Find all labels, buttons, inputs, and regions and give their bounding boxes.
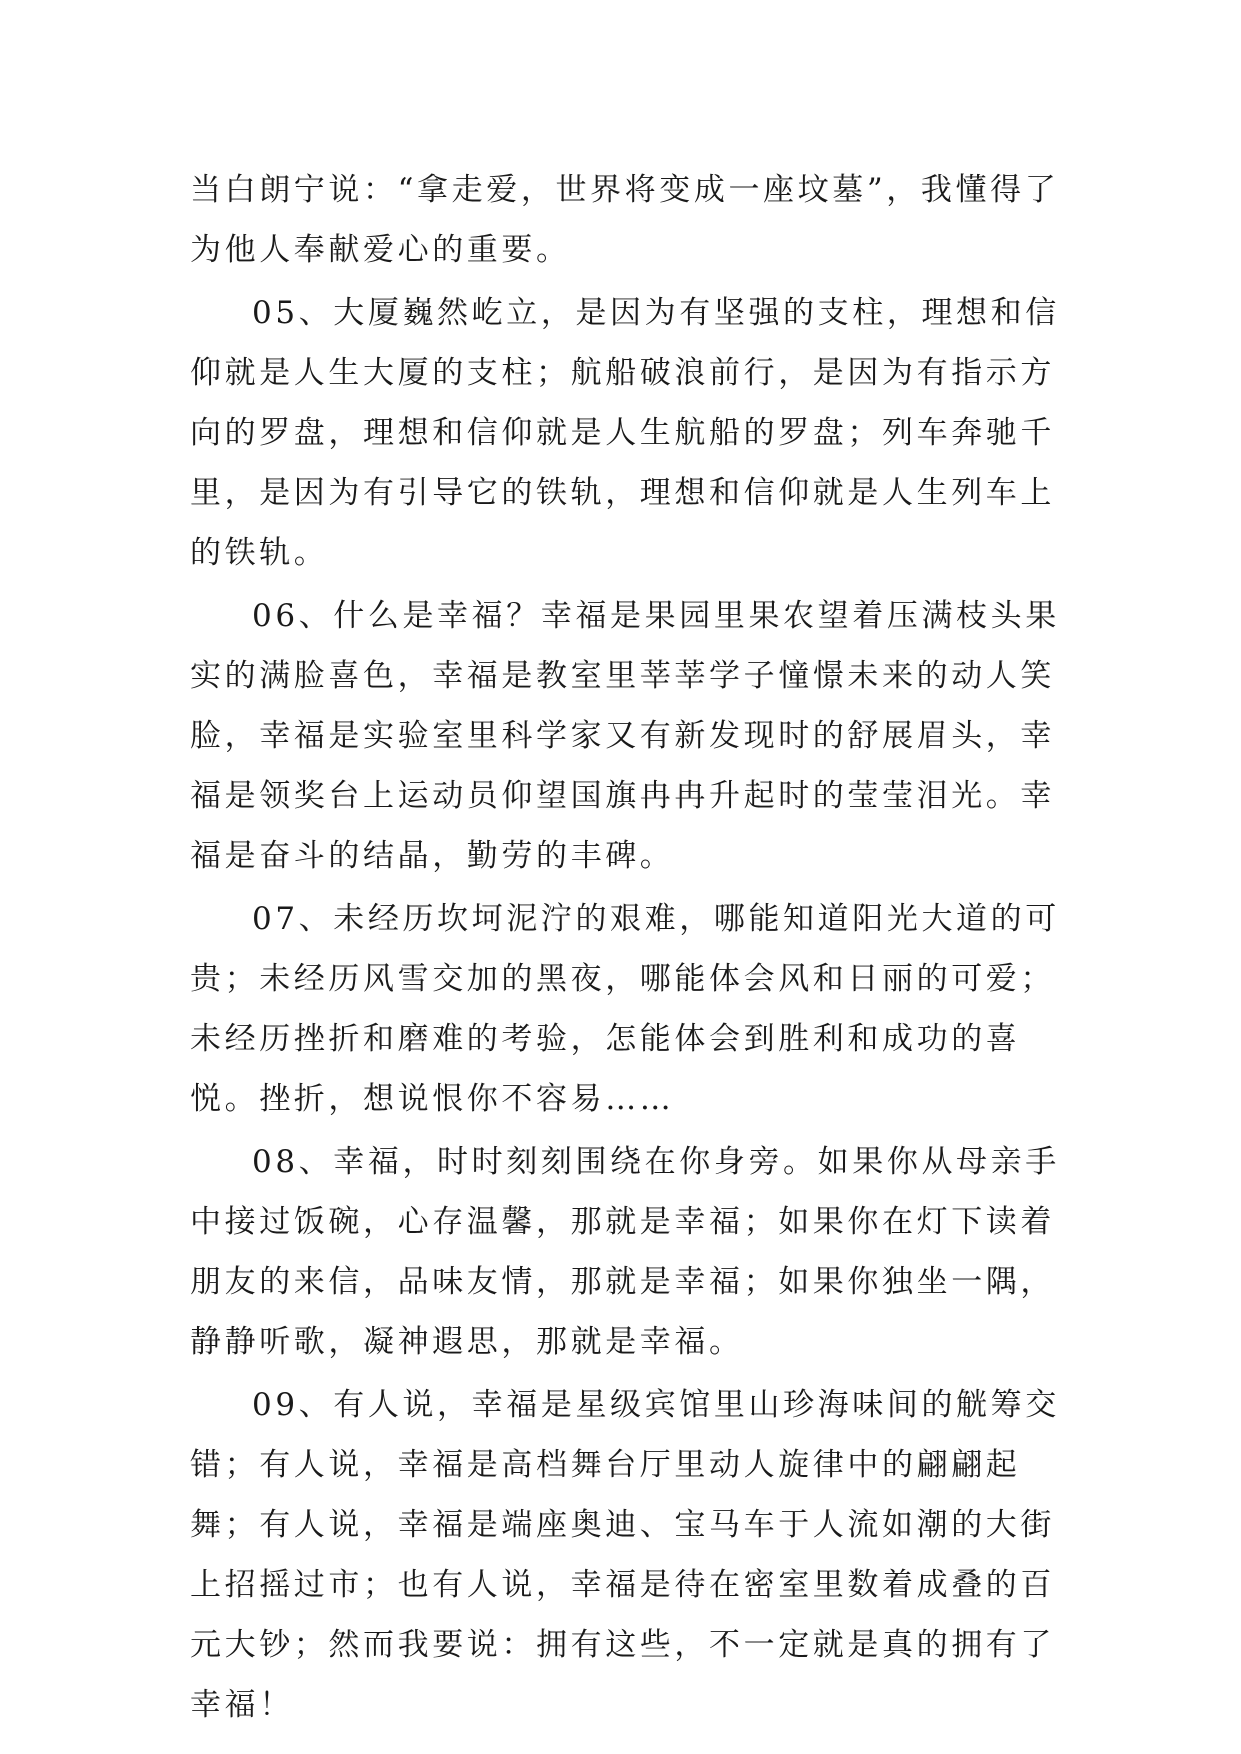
paragraph-05: 05、大厦巍然屹立，是因为有坚强的支柱，理想和信仰就是人生大厦的支柱；航船破浪前行，是因为有指示方向的罗盘，理想和信仰就是人生航船的罗盘；列车奔驰千里，是因为有引导它的铁轨，理想和信仰就是人生列车上的铁轨。 (190, 295, 1060, 571)
paragraph-08: 08、幸福，时时刻刻围绕在你身旁。如果你从母亲手中接过饭碗，心存温馨，那就是幸福；如果你在灯下读着朋友的来信，品味友情，那就是幸福；如果你独坐一隅，静静听歌，凝神遐思，那就是幸福。 (190, 1144, 1060, 1360)
document-body (190, 160, 1070, 1738)
paragraph-04-continuation: 当白朗宁说：“拿走爱，世界将变成一座坟墓”，我懂得了为他人奉献爱心的重要。 (190, 172, 1060, 268)
paragraph-09: 09、有人说，幸福是星级宾馆里山珍海味间的觥筹交错；有人说，幸福是高档舞台厅里动人旋律中的翩翩起舞；有人说，幸福是端座奥迪、宝马车于人流如潮的大街上招摇过市；也有人说，幸福是待在密室里数着成叠的百元大钞；然而我要说：拥有这些，不一定就是真的拥有了幸福！ (190, 1387, 1060, 1723)
paragraph-07: 07、未经历坎坷泥泞的艰难，哪能知道阳光大道的可贵；未经历风雪交加的黑夜，哪能体会风和日丽的可爱；未经历挫折和磨难的考验，怎能体会到胜利和成功的喜悦。挫折，想说恨你不容易…… (190, 901, 1060, 1117)
paragraph-06: 06、什么是幸福？幸福是果园里果农望着压满枝头果实的满脸喜色，幸福是教室里莘莘学子憧憬未来的动人笑脸，幸福是实验室里科学家又有新发现时的舒展眉头，幸福是领奖台上运动员仰望国旗冉冉升起时的莹莹泪光。幸福是奋斗的结晶，勤劳的丰碑。 (190, 598, 1060, 874)
